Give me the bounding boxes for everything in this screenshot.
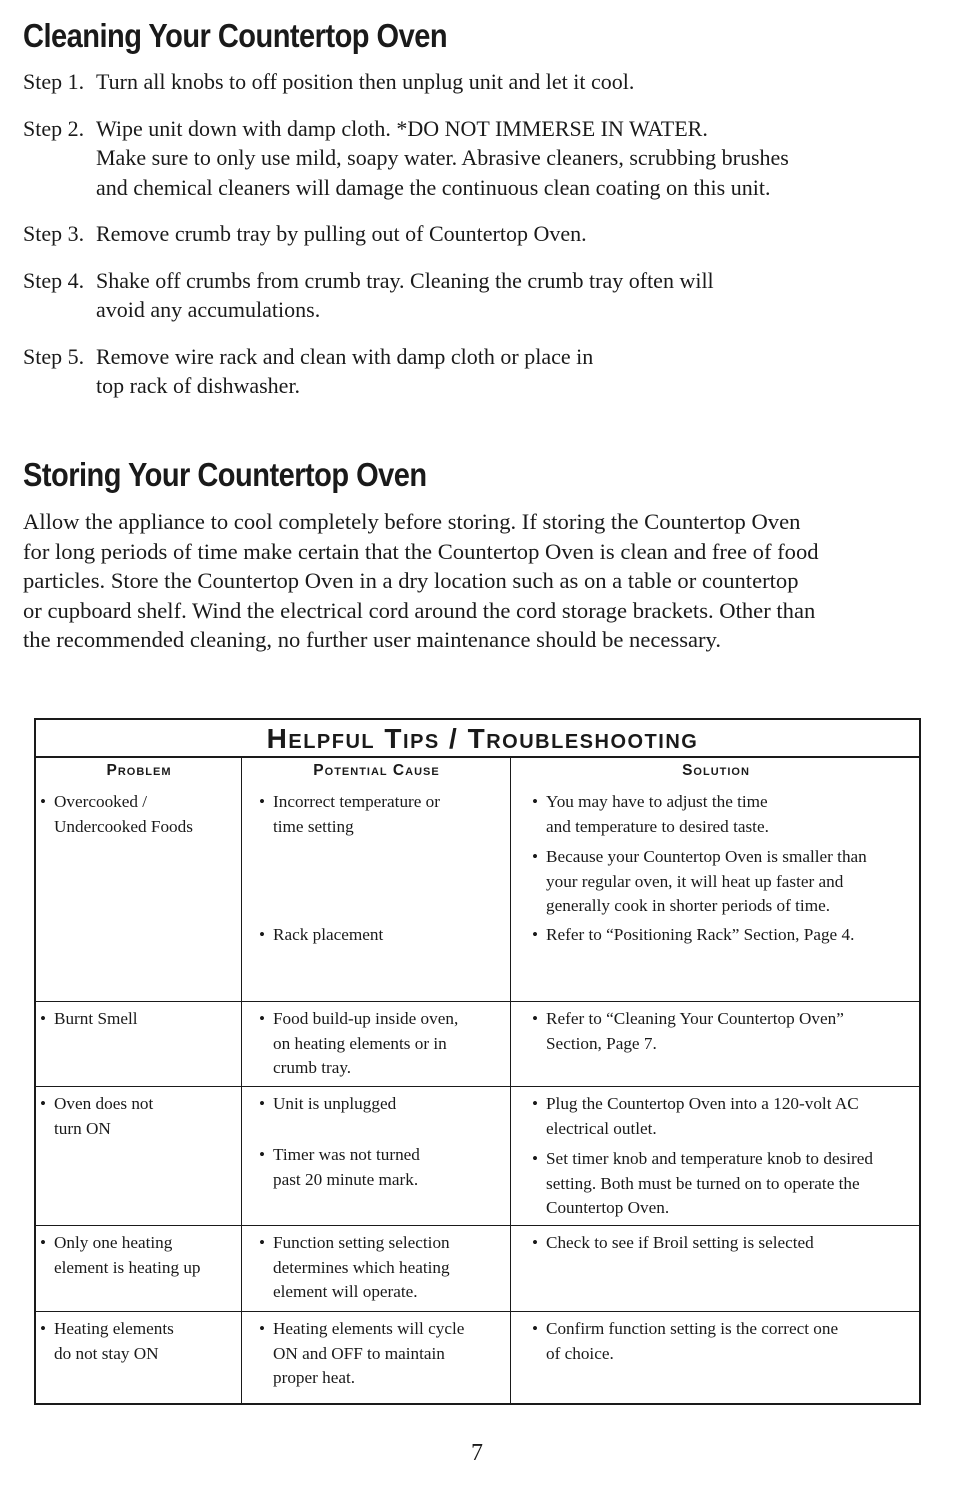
troubleshooting-text: Confirm function setting is the correct one of choice. xyxy=(546,1319,839,1363)
step-number: Step 4. xyxy=(23,267,85,293)
troubleshooting-cause-item xyxy=(259,1317,507,1397)
troubleshooting-text: Check to see if Broil setting is selected xyxy=(546,1233,814,1252)
step-text-line: Wipe unit down with damp cloth. *DO NOT IMMERSE IN WATER. xyxy=(96,115,708,141)
bullet-icon: • xyxy=(40,1319,47,1338)
troubleshooting-text: Rack placement xyxy=(273,925,384,944)
bullet-icon: • xyxy=(259,1094,266,1113)
troubleshooting-text: Unit is unplugged xyxy=(273,1094,397,1113)
cleaning-step xyxy=(23,342,923,401)
row-divider xyxy=(36,1225,919,1226)
step-text-line: Shake off crumbs from crumb tray. Cleaning the crumb tray often will xyxy=(96,267,714,293)
troubleshooting-text: Incorrect temperature or time setting xyxy=(273,792,440,836)
troubleshooting-cause-item xyxy=(259,1231,507,1311)
bullet-icon: • xyxy=(532,1319,539,1338)
storing-title: Storing Your Countertop Oven xyxy=(23,456,427,493)
bullet-icon: • xyxy=(259,925,266,944)
troubleshooting-problem-item xyxy=(40,1007,238,1038)
step-text-line: and chemical cleaners will damage the continuous clean coating on this unit. xyxy=(96,174,771,200)
troubleshooting-text: Oven does not turn ON xyxy=(54,1094,154,1138)
troubleshooting-solution-item xyxy=(532,1092,918,1147)
troubleshooting-solution-item xyxy=(532,790,918,845)
step-number: Step 1. xyxy=(23,69,85,94)
column-header-cause: Potential Cause xyxy=(313,762,440,779)
storing-text-line: Allow the appliance to cool completely before storing. If storing the Countertop Oven xyxy=(23,509,801,534)
row-divider xyxy=(36,1001,919,1002)
troubleshooting-text: Plug the Countertop Oven into a 120-volt AC electrical outlet. xyxy=(546,1094,859,1138)
troubleshooting-text: Because your Countertop Oven is smaller than your regular oven, it will heat up faster and generally cook in shorter periods of time. xyxy=(546,847,867,916)
troubleshooting-text: Overcooked / Undercooked Foods xyxy=(54,792,193,836)
cleaning-step xyxy=(23,67,923,97)
bullet-icon: • xyxy=(532,1009,539,1028)
row-divider xyxy=(36,1311,919,1312)
bullet-icon: • xyxy=(532,847,539,867)
column-header-problem: Problem xyxy=(106,762,172,779)
column-divider xyxy=(241,758,242,1403)
troubleshooting-text: Set timer knob and temperature knob to desired setting. Both must be turned on to operate the Countertop Oven. xyxy=(546,1149,873,1218)
troubleshooting-text: Timer was not turned past 20 minute mark. xyxy=(273,1145,420,1189)
storing-text-line: particles. Store the Countertop Oven in a dry location such as on a table or countertop xyxy=(23,568,799,594)
bullet-icon: • xyxy=(532,1233,539,1252)
troubleshooting-table xyxy=(34,718,921,1405)
bullet-icon: • xyxy=(40,792,47,811)
column-header-solution: Solution xyxy=(682,762,750,779)
bullet-icon: • xyxy=(40,1094,47,1113)
troubleshooting-cause-item xyxy=(259,790,507,845)
bullet-icon: • xyxy=(259,1233,266,1252)
storing-text-line: the recommended cleaning, no further user maintenance should be necessary. xyxy=(23,627,722,653)
bullet-icon: • xyxy=(40,1009,47,1028)
troubleshooting-solution-item xyxy=(532,923,918,954)
column-divider xyxy=(510,758,511,1403)
cleaning-step xyxy=(23,266,923,325)
cleaning-title: Cleaning Your Countertop Oven xyxy=(23,17,448,54)
bullet-icon: • xyxy=(532,792,539,811)
storing-text-line: for long periods of time make certain that the Countertop Oven is clean and free of food xyxy=(23,538,819,564)
cleaning-step xyxy=(23,219,923,249)
troubleshooting-solution-item xyxy=(532,1231,918,1262)
bullet-icon: • xyxy=(532,925,539,944)
troubleshooting-cause-item xyxy=(259,1143,507,1198)
bullet-icon: • xyxy=(259,1319,266,1338)
troubleshooting-text: Heating elements do not stay ON xyxy=(54,1319,174,1363)
bullet-icon: • xyxy=(40,1233,47,1252)
troubleshooting-problem-item xyxy=(40,1231,238,1286)
step-text-line: Turn all knobs to off position then unplug unit and let it cool. xyxy=(96,69,635,94)
troubleshooting-text: Burnt Smell xyxy=(54,1009,138,1028)
cleaning-step xyxy=(23,114,923,203)
troubleshooting-cause-item xyxy=(259,1007,507,1087)
troubleshooting-solution-item xyxy=(532,1147,918,1227)
row-divider xyxy=(36,1086,919,1087)
troubleshooting-title: Helpful Tips / Troubleshooting xyxy=(36,720,919,758)
troubleshooting-solution-item xyxy=(532,1007,918,1062)
step-number: Step 2. xyxy=(23,115,85,141)
step-text-line: Remove wire rack and clean with damp cloth or place in xyxy=(96,343,594,369)
troubleshooting-cause-item xyxy=(259,1092,507,1123)
troubleshooting-problem-item xyxy=(40,1092,238,1147)
troubleshooting-cause-item xyxy=(259,923,507,954)
bullet-icon: • xyxy=(259,792,266,811)
storing-text-line: or cupboard shelf. Wind the electrical cord around the cord storage brackets. Other than xyxy=(23,597,816,623)
bullet-icon: • xyxy=(259,1009,266,1028)
storing-paragraph xyxy=(23,507,933,655)
troubleshooting-solution-item xyxy=(532,845,918,925)
troubleshooting-problem-item xyxy=(40,790,238,845)
page-number: 7 xyxy=(471,1440,483,1466)
troubleshooting-text: Heating elements will cycle ON and OFF to maintain proper heat. xyxy=(273,1319,465,1388)
step-text-line: avoid any accumulations. xyxy=(96,297,321,322)
troubleshooting-text: Function setting selection determines which heating element will operate. xyxy=(273,1233,450,1302)
step-text-line: Remove crumb tray by pulling out of Countertop Oven. xyxy=(96,221,587,246)
troubleshooting-solution-item xyxy=(532,1317,918,1372)
troubleshooting-text: Refer to “Positioning Rack” Section, Page 4. xyxy=(546,925,855,944)
troubleshooting-text: You may have to adjust the time and temperature to desired taste. xyxy=(546,792,769,836)
troubleshooting-text: Food build-up inside oven, on heating elements or in crumb tray. xyxy=(273,1009,459,1078)
cleaning-steps xyxy=(23,67,923,418)
troubleshooting-text: Refer to “Cleaning Your Countertop Oven” Section, Page 7. xyxy=(546,1009,844,1053)
troubleshooting-problem-item xyxy=(40,1317,238,1372)
step-text-line: Make sure to only use mild, soapy water. Abrasive cleaners, scrubbing brushes xyxy=(96,145,789,170)
bullet-icon: • xyxy=(532,1149,539,1169)
step-number: Step 5. xyxy=(23,343,85,369)
bullet-icon: • xyxy=(259,1145,266,1164)
bullet-icon: • xyxy=(532,1094,539,1113)
step-text-line: top rack of dishwasher. xyxy=(96,373,301,398)
step-number: Step 3. xyxy=(23,221,85,246)
troubleshooting-text: Only one heating element is heating up xyxy=(54,1233,201,1277)
